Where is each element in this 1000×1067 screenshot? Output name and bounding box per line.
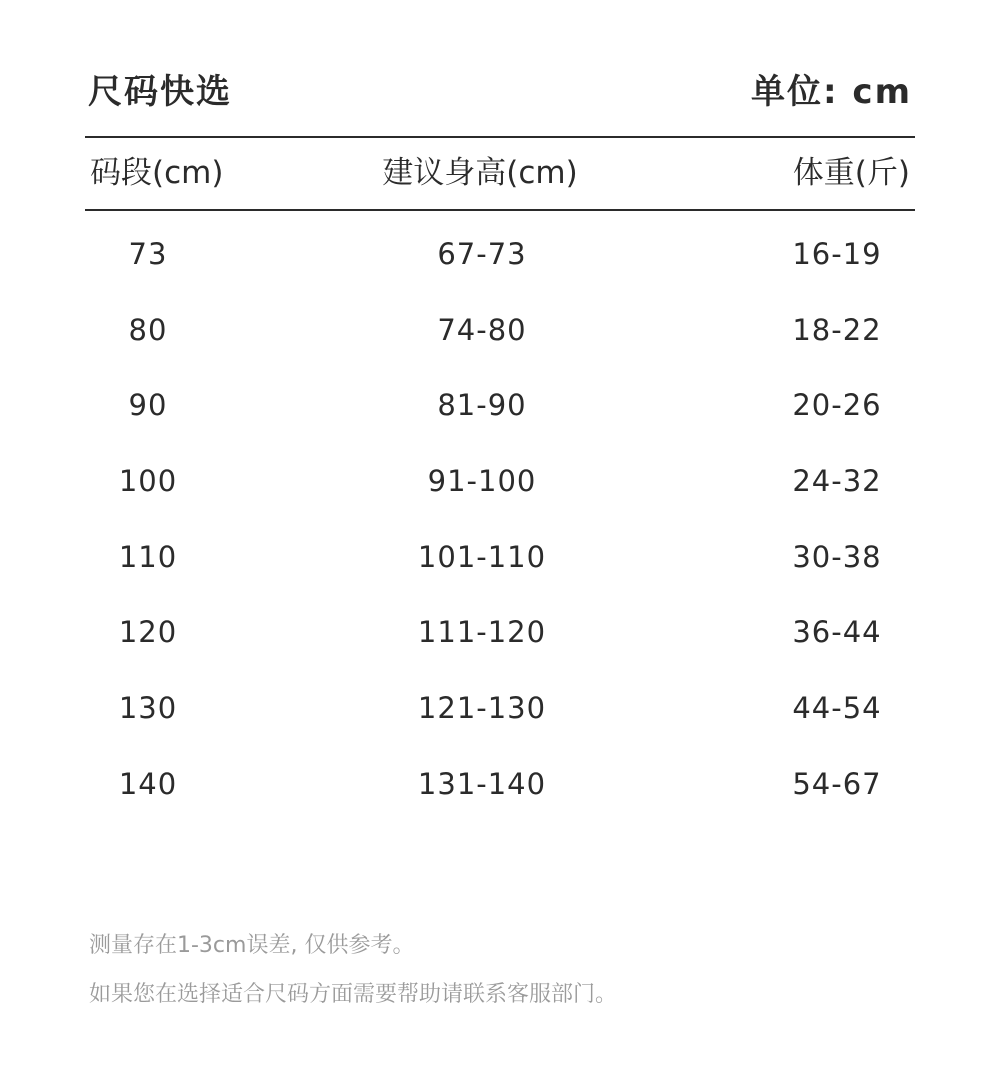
size-cell: 73: [128, 237, 168, 271]
measurement-note: 测量存在1-3cm误差, 仅供参考。: [89, 933, 415, 958]
height-cell: 74-80: [437, 312, 527, 347]
height-cell: 81-90: [437, 388, 527, 423]
height-cell: 101-110: [417, 539, 547, 574]
table-row: [85, 520, 915, 596]
height-cell: 111-120: [417, 615, 547, 650]
weight-cell: 30-38: [792, 539, 882, 574]
size-cell: 80: [128, 312, 168, 347]
weight-cell: 36-44: [792, 615, 882, 650]
unit-label: 单位: cm: [750, 72, 912, 112]
table-row: [85, 217, 915, 293]
size-cell: 130: [118, 691, 178, 726]
table-row: [85, 747, 915, 823]
column-header-height: 建议身高(cm): [382, 155, 578, 191]
table-row: [85, 293, 915, 369]
height-cell: 91-100: [427, 464, 537, 499]
weight-cell: 24-32: [792, 464, 882, 499]
size-cell: 90: [128, 388, 168, 423]
column-header-size: 码段(cm): [90, 155, 224, 191]
weight-cell: 54-67: [792, 766, 882, 801]
column-header-weight: 体重(斤): [792, 155, 910, 191]
table-row: [85, 671, 915, 747]
table-row: [85, 595, 915, 671]
size-cell: 100: [118, 464, 178, 499]
height-cell: 67-73: [437, 237, 527, 271]
table-row: [85, 444, 915, 520]
weight-cell: 20-26: [792, 388, 882, 423]
weight-cell: 44-54: [792, 691, 882, 726]
size-cell: 140: [118, 766, 178, 801]
page-title: 尺码快选: [88, 72, 232, 112]
size-cell: 120: [118, 615, 178, 650]
weight-cell: 16-19: [792, 237, 882, 271]
height-cell: 121-130: [417, 691, 547, 726]
height-cell: 131-140: [417, 766, 547, 801]
table-header-row: [85, 138, 915, 209]
size-table-body: [85, 217, 915, 823]
table-header-divider: [85, 209, 915, 211]
size-cell: 110: [118, 539, 178, 574]
help-note: 如果您在选择适合尺码方面需要帮助请联系客服部门。: [89, 982, 618, 1007]
weight-cell: 18-22: [792, 312, 882, 347]
table-row: [85, 368, 915, 444]
